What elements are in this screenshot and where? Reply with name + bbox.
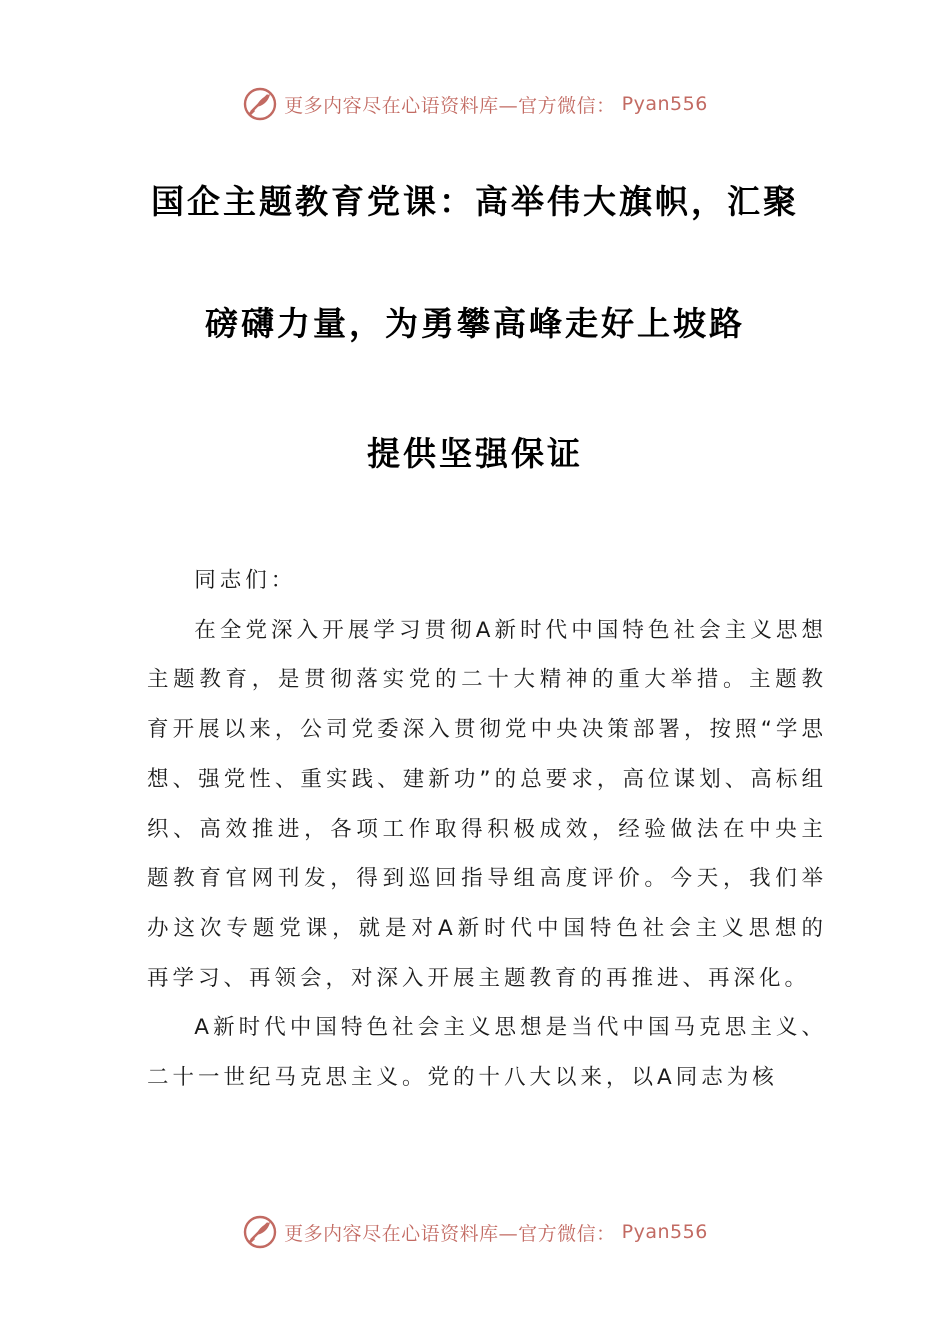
- paragraph-2: A新时代中国特色社会主义思想是当代中国马克思主义、二十一世纪马克思主义。党的十八大以来，以A同志为核: [147, 1015, 827, 1091]
- paragraph-1: 在全党深入开展学习贯彻A新时代中国特色社会主义思想主题教育，是贯彻落实党的二十大精神的重大举措。主题教育开展以来，公司党委深入贯彻党中央决策部署，按照“学思想、强党性、重实践、建新功”的总要求，高位谋划、高标组织、高效推进，各项工作取得积极成效，经验做法在中央主题教育官网刊发，得到巡回指导组高度评价。今天，我们举办这次专题党课，就是对A新时代中国特色社会主义思想的再学习、再领会，对深入开展主题教育的再推进、再深化。: [147, 617, 827, 991]
- document-body: [147, 556, 827, 1103]
- watermark-header: [0, 84, 950, 124]
- watermark-wechat-id: Pyan556: [621, 1221, 708, 1243]
- watermark-footer: [0, 1212, 950, 1252]
- document-title-line-2: 磅礴力量，为勇攀高峰走好上坡路: [205, 304, 745, 343]
- salutation: 同志们：: [194, 568, 297, 593]
- quill-logo-icon: [242, 1214, 278, 1250]
- watermark-text: 更多内容尽在心语资料库—官方微信：: [284, 1222, 616, 1245]
- document-title-line-3: 提供坚强保证: [367, 434, 583, 473]
- watermark-text: 更多内容尽在心语资料库—官方微信：: [284, 94, 616, 117]
- quill-logo-icon: [242, 86, 278, 122]
- watermark-wechat-id: Pyan556: [621, 93, 708, 115]
- document-title-line-1: 国企主题教育党课：高举伟大旗帜，汇聚: [151, 182, 799, 221]
